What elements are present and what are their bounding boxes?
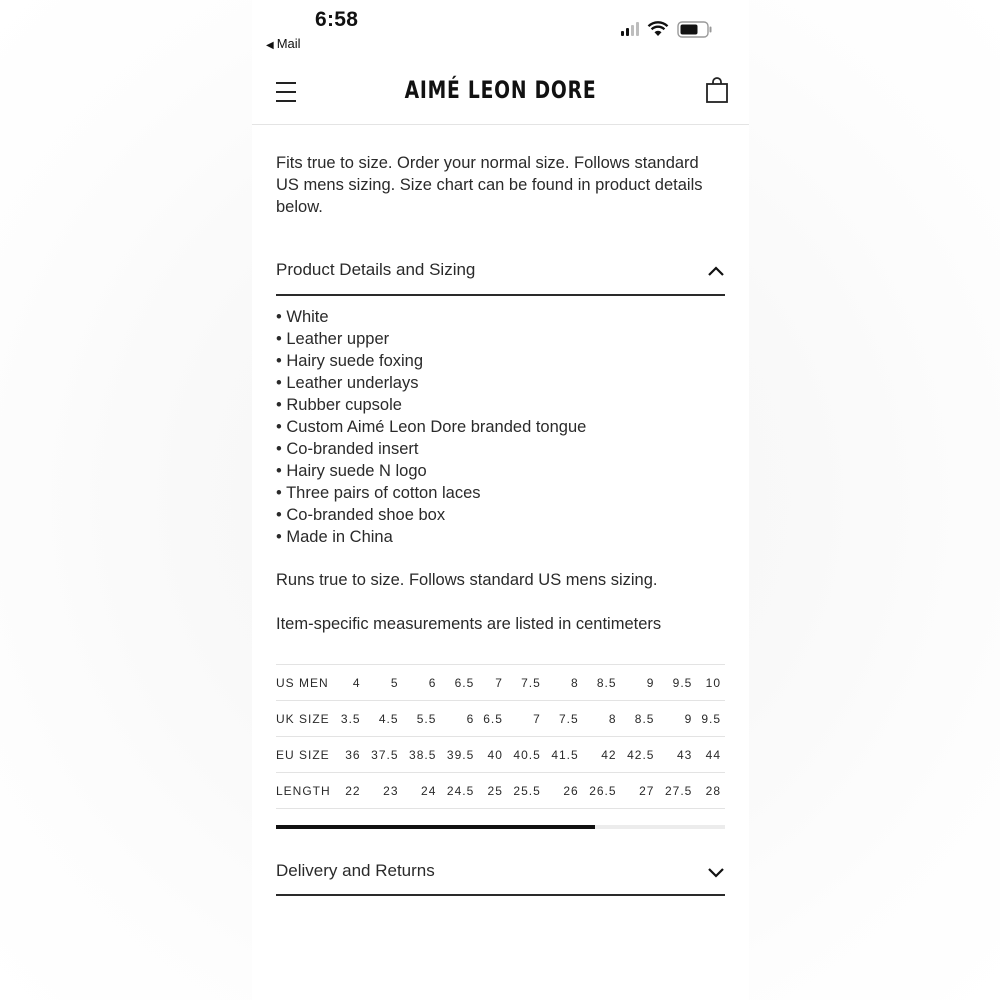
size-cell: 4.5 <box>365 701 403 737</box>
size-cell: 9 <box>658 701 696 737</box>
size-cell: 43 <box>658 737 696 773</box>
size-chart-scroll-thumb[interactable] <box>276 825 595 829</box>
size-row <box>276 701 725 737</box>
back-triangle-icon: ◀ <box>266 40 274 51</box>
size-row-label: LENGTH <box>276 773 336 809</box>
size-cell: 8.5 <box>583 665 621 701</box>
size-cell: 9 <box>621 665 659 701</box>
product-details-title: Product Details and Sizing <box>276 260 476 279</box>
size-cell: 6.5 <box>478 701 507 737</box>
size-chart-scrollbar[interactable] <box>276 825 725 829</box>
back-to-mail-link[interactable] <box>266 36 301 51</box>
status-icons <box>621 18 713 40</box>
size-cell: 7 <box>507 701 545 737</box>
phone-screen <box>252 0 749 1000</box>
feature-list-item: • Three pairs of cotton laces <box>276 482 725 504</box>
hamburger-menu-icon[interactable] <box>276 82 296 102</box>
feature-list-item: • Made in China <box>276 526 725 548</box>
fit-description: Fits true to size. Order your normal size. Follows standard US mens sizing. Size chart can be found in product details below. <box>276 154 703 216</box>
battery-icon <box>677 21 713 38</box>
size-cell: 3.5 <box>336 701 365 737</box>
size-row <box>276 773 725 809</box>
feature-list-item: • Custom Aimé Leon Dore branded tongue <box>276 416 725 438</box>
size-cell: 27.5 <box>658 773 696 809</box>
size-cell: 26.5 <box>583 773 621 809</box>
size-cell: 4 <box>336 665 365 701</box>
size-cell: 24.5 <box>440 773 478 809</box>
measurements-note: Item-specific measurements are listed in centimeters <box>276 615 662 633</box>
feature-list-item: • White <box>276 306 725 328</box>
size-cell: 5.5 <box>403 701 441 737</box>
feature-list-item: • Leather underlays <box>276 372 725 394</box>
feature-list-item: • Co-branded shoe box <box>276 504 725 526</box>
size-cell: 7.5 <box>545 701 583 737</box>
size-row-label: US MEN <box>276 665 336 701</box>
chevron-up-icon <box>707 262 725 280</box>
size-cell: 26 <box>545 773 583 809</box>
size-cell: 22 <box>336 773 365 809</box>
size-cell: 8 <box>545 665 583 701</box>
back-app-label: Mail <box>276 36 301 51</box>
feature-list-item: • Hairy suede foxing <box>276 350 725 372</box>
size-cell: 40 <box>478 737 507 773</box>
size-cell: 39.5 <box>440 737 478 773</box>
size-cell: 6 <box>403 665 441 701</box>
feature-list-item: • Hairy suede N logo <box>276 460 725 482</box>
size-cell: 28 <box>696 773 725 809</box>
cellular-signal-icon <box>621 22 639 36</box>
size-cell: 6.5 <box>440 665 478 701</box>
size-cell: 8.5 <box>621 701 659 737</box>
header-divider <box>252 124 749 125</box>
status-time: 6:58 <box>315 8 359 31</box>
size-cell: 9.5 <box>658 665 696 701</box>
delivery-accordion-header[interactable] <box>276 855 725 895</box>
size-cell: 42.5 <box>621 737 659 773</box>
size-cell: 5 <box>365 665 403 701</box>
size-cell: 27 <box>621 773 659 809</box>
fit-note: Runs true to size. Follows standard US mens sizing. <box>276 571 658 589</box>
feature-list-item: • Rubber cupsole <box>276 394 725 416</box>
size-cell: 44 <box>696 737 725 773</box>
size-cell: 8 <box>583 701 621 737</box>
size-cell: 10 <box>696 665 725 701</box>
product-feature-list <box>276 306 725 548</box>
size-cell: 36 <box>336 737 365 773</box>
size-cell: 7 <box>478 665 507 701</box>
size-cell: 42 <box>583 737 621 773</box>
size-cell: 41.5 <box>545 737 583 773</box>
brand-logo[interactable]: AIMÉ LEON DORE <box>404 76 597 104</box>
delivery-title: Delivery and Returns <box>276 861 435 880</box>
size-cell: 25.5 <box>507 773 545 809</box>
feature-list-item: • Leather upper <box>276 328 725 350</box>
size-row-label: UK SIZE <box>276 701 336 737</box>
size-cell: 38.5 <box>403 737 441 773</box>
size-cell: 9.5 <box>696 701 725 737</box>
shopping-bag-icon[interactable] <box>705 77 729 103</box>
size-row <box>276 737 725 773</box>
size-cell: 7.5 <box>507 665 545 701</box>
wifi-icon <box>647 21 669 37</box>
size-cell: 24 <box>403 773 441 809</box>
size-row <box>276 665 725 701</box>
size-cell: 37.5 <box>365 737 403 773</box>
size-cell: 25 <box>478 773 507 809</box>
feature-list-item: • Co-branded insert <box>276 438 725 460</box>
accordion-divider <box>276 294 725 296</box>
size-row-label: EU SIZE <box>276 737 336 773</box>
size-cell: 6 <box>440 701 478 737</box>
size-cell: 40.5 <box>507 737 545 773</box>
chevron-down-icon <box>707 863 725 881</box>
size-chart-table <box>276 664 725 809</box>
product-details-accordion-header[interactable] <box>276 254 725 294</box>
accordion-divider <box>276 894 725 896</box>
size-cell: 23 <box>365 773 403 809</box>
